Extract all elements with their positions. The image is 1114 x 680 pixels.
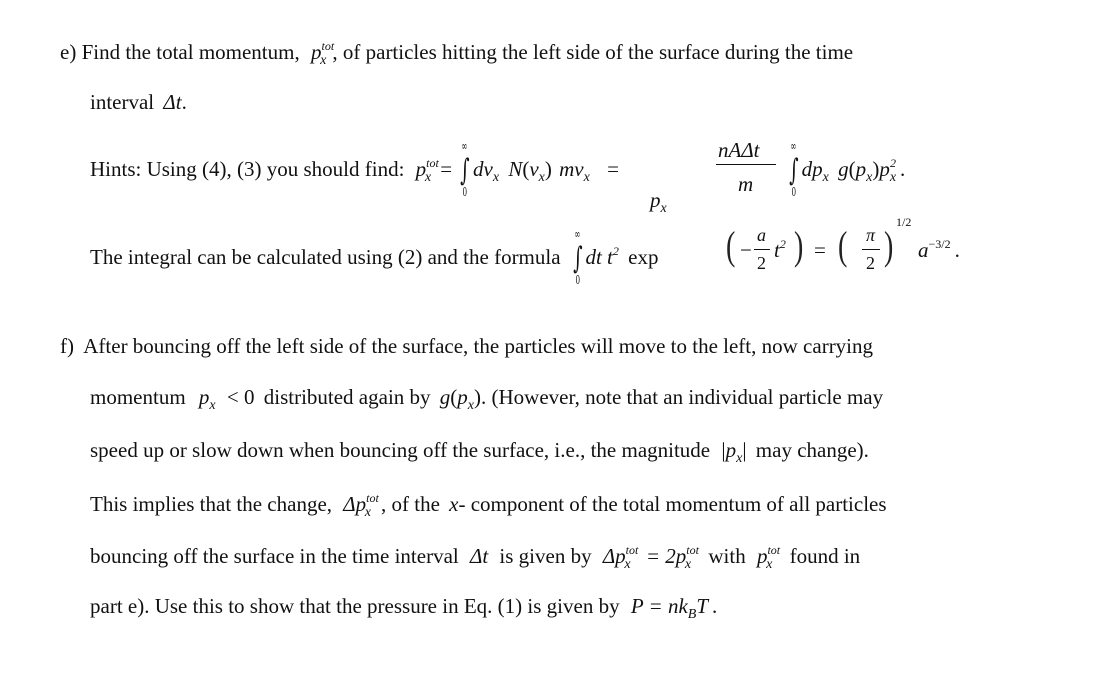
part-f-line-1: f) After bouncing off the left side of the surface, the particles will move to the left, now carrying (60, 334, 874, 358)
part-f-label: f) (60, 334, 74, 358)
pi-close-paren: ) (883, 223, 894, 268)
integral-sign-3: ∫ ∞ 0 (572, 227, 583, 287)
part-f-line-6: part e). Use this to show that the pressure in Eq. (1) is given by $P = nk_BT$ . (90, 594, 718, 622)
part-f-line-5: bouncing off the surface in the time interval Δt is given by $\Delta p^{tot}_x = 2p^{tot}_x$ with $p^{tot}_x$ found in (90, 543, 861, 572)
formula-equals: = (814, 238, 826, 262)
hints-equation: Hints: Using (4), (3) you should find: $p^{tot}_x$ = ∫ ∞ 0 $dv_x$ $N(v_x) mv_x$ = (90, 139, 619, 199)
part-e-line-1 (60, 39, 854, 68)
fraction-numerator: nAΔt (718, 138, 760, 162)
hints-label: Hints: Using (4), (3) you should find: (90, 157, 405, 181)
exp-frac-bar (754, 249, 770, 250)
part-e-text-2: , of particles hitting the left side of the surface during the time (332, 40, 854, 64)
pi-power: 1/2 (896, 215, 912, 229)
integral-formula-line: The integral can be calculated using (2) and the formula ∫ ∞ 0 dt $t^2$ exp (90, 227, 659, 287)
exp-close-paren: ) (793, 223, 804, 268)
integral-sign-2: ∫ ∞ 0 (789, 139, 799, 199)
abs-px: $|p_x|$ (721, 438, 747, 466)
integral-sign-1: ∫ ∞ 0 (460, 139, 470, 199)
integral-text: The integral can be calculated using (2) and the formula (90, 245, 561, 269)
part-f-line-4: This implies that the change, $\Delta p^{tot}_x$ , of the x- component of the total momentum of all particles (90, 491, 887, 520)
momentum-symbol: $p^{tot}_x$ (310, 39, 335, 68)
part-e-label: e) (60, 40, 77, 64)
part-f-line-2: momentum $p_x < 0$ distributed again by $g(p_x)$. (However, note that an individual particle may (90, 385, 884, 413)
exp-t2: $t^2$ (774, 237, 786, 262)
part-f-line-3: speed up or slow down when bouncing off the surface, i.e., the magnitude $|p_x|$ may change). (90, 438, 869, 466)
under-px: $p_x$ (650, 188, 667, 216)
exp-minus: − (740, 238, 752, 262)
pi-open-paren: ( (837, 223, 848, 268)
exp-frac-num: a (757, 225, 766, 245)
exp-open-paren: ( (725, 223, 736, 268)
pi-frac-den: 2 (866, 253, 875, 273)
a-power-term: $a^{-3/2}$ . (918, 237, 960, 262)
pi-frac-bar (862, 249, 880, 250)
fraction-bar (716, 164, 776, 165)
part-e-text: Find the total momentum, (81, 40, 300, 64)
pi-frac-num: π (866, 225, 876, 245)
exp-frac-den: 2 (757, 253, 766, 273)
hints-equation-tail: ∫ ∞ 0 $dp_x$ $g(p_x)p_x^2$ . (789, 139, 906, 199)
part-e-line-2: interval Δt. (90, 90, 187, 114)
fraction-denominator: m (738, 172, 754, 196)
